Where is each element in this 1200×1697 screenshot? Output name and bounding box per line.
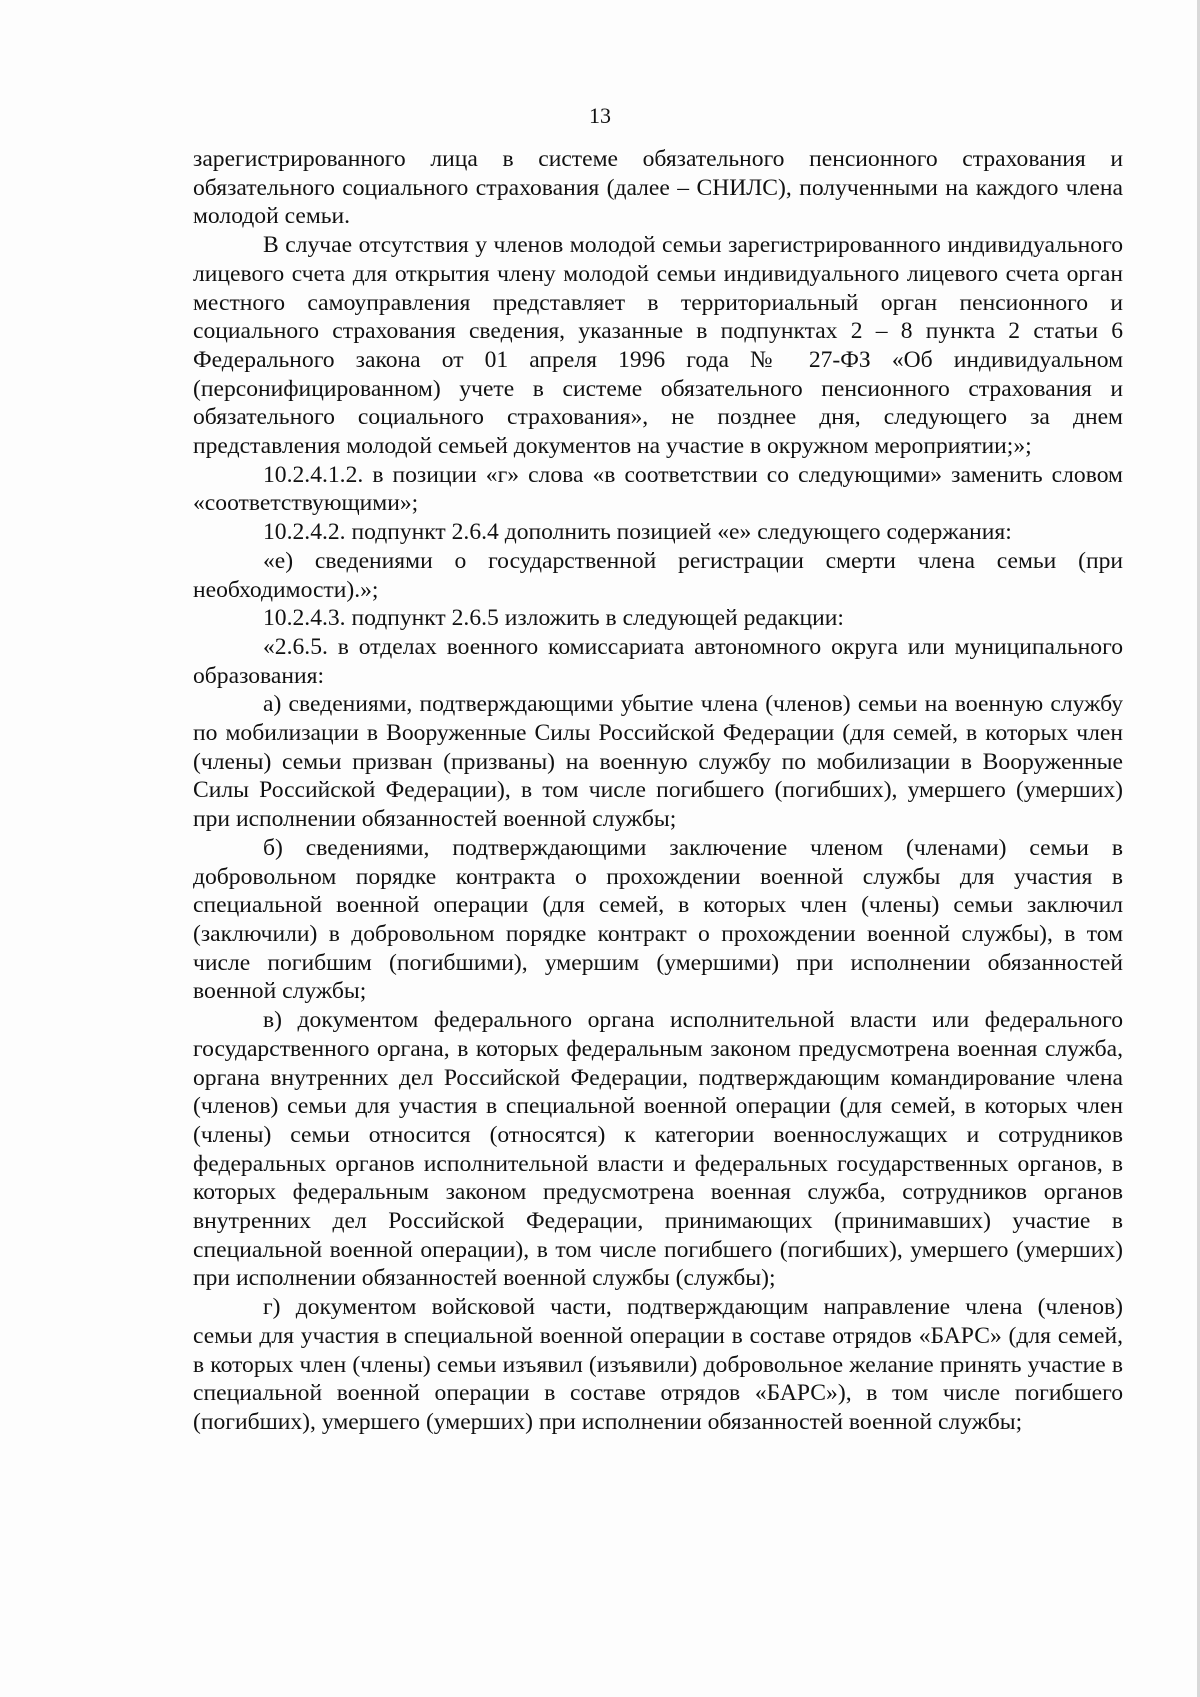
paragraph-10-2-4-3: 10.2.4.3. подпункт 2.6.5 изложить в следующей редакции:	[263, 605, 844, 632]
document-body	[193, 145, 1123, 1437]
page-number: 13	[589, 103, 611, 128]
paragraph-snils-absence: В случае отсутствия у членов молодой семьи зарегистрированного индивидуального лицевого счета для открытия члену молодой семьи индивидуального лицевого счета орган местного самоуправления представляет в территориальный орган пенсионного и социального страхования сведения, указанные в подпунктах 2 – 8 пункта 2 статьи 6 Федерального закона от 01 апреля 1996 года № 27-ФЗ «Об индивидуальном (персонифицированном) учете в системе обязательного пенсионного страхования и обязательного социального страхования», не позднее дня, следующего за днем представления молодой семьей документов на участие в окружном мероприятии;»;	[193, 232, 1123, 460]
paragraph-item-g: г) документом войсковой части, подтверждающим направление члена (членов) семьи для участия в специальной военной операции в составе отрядов «БАРС» (для семей, в которых член (члены) семьи изъявил (изъявили) добровольное желание принять участие в специальной военной операции в составе отрядов «БАРС»), в том числе погибшего (погибших), умершего (умерших) при исполнении обязанностей военной службы;	[193, 1294, 1123, 1435]
paragraph-item-e: «е) сведениями о государственной регистрации смерти члена семьи (при необходимости).»;	[193, 547, 1123, 603]
paragraph-10-2-4-2: 10.2.4.2. подпункт 2.6.4 дополнить позицией «е» следующего содержания:	[263, 519, 1012, 546]
paragraph-10-2-4-1-2: 10.2.4.1.2. в позиции «г» слова «в соответствии со следующими» заменить словом «соответствующими»;	[193, 461, 1123, 517]
paragraph-continuation: зарегистрированного лица в системе обязательного пенсионного страхования и обязательного социального страхования (далее – СНИЛС), полученными на каждого члена молодой семьи.	[193, 146, 1123, 230]
paragraph-item-v: в) документом федерального органа исполнительной власти или федерального государственного органа, в которых федеральным законом предусмотрена военная служба, органа внутренних дел Российской Федерации, подтверждающим командирование члена (членов) семьи для участия в специальной военной операции (для семей, в которых член (члены) семьи относится (относятся) к категории военнослужащих и сотрудников федеральных органов исполнительной власти и федеральных государственных органов, в которых федеральным законом предусмотрена военная служба, сотрудников органов внутренних дел Российской Федерации, принимающих (принимавших) участие в специальной военной операции), в том числе погибшего (погибших), умершего (умерших) при исполнении обязанностей военной службы (службы);	[193, 1007, 1123, 1292]
paragraph-item-b: б) сведениями, подтверждающими заключение членом (членами) семьи в добровольном порядке контракта о прохождении военной службы для участия в специальной военной операции (для семей, в которых член (члены) семьи заключил (заключили) в добровольном порядке контракт о прохождении военной службы), в том числе погибшим (погибшими), умершим (умершими) при исполнении обязанностей военной службы;	[193, 834, 1123, 1005]
paragraph-2-6-5: «2.6.5. в отделах военного комиссариата автономного округа или муниципального образования:	[193, 633, 1123, 689]
paragraph-item-a: а) сведениями, подтверждающими убытие члена (членов) семьи на военную службу по мобилизации в Вооруженные Силы Российской Федерации (для семей, в которых член (члены) семьи призван (призваны) на военную службу по мобилизации в Вооруженные Силы Российской Федерации), в том числе погибшего (погибших), умершего (умерших) при исполнении обязанностей военной службы;	[193, 691, 1123, 833]
